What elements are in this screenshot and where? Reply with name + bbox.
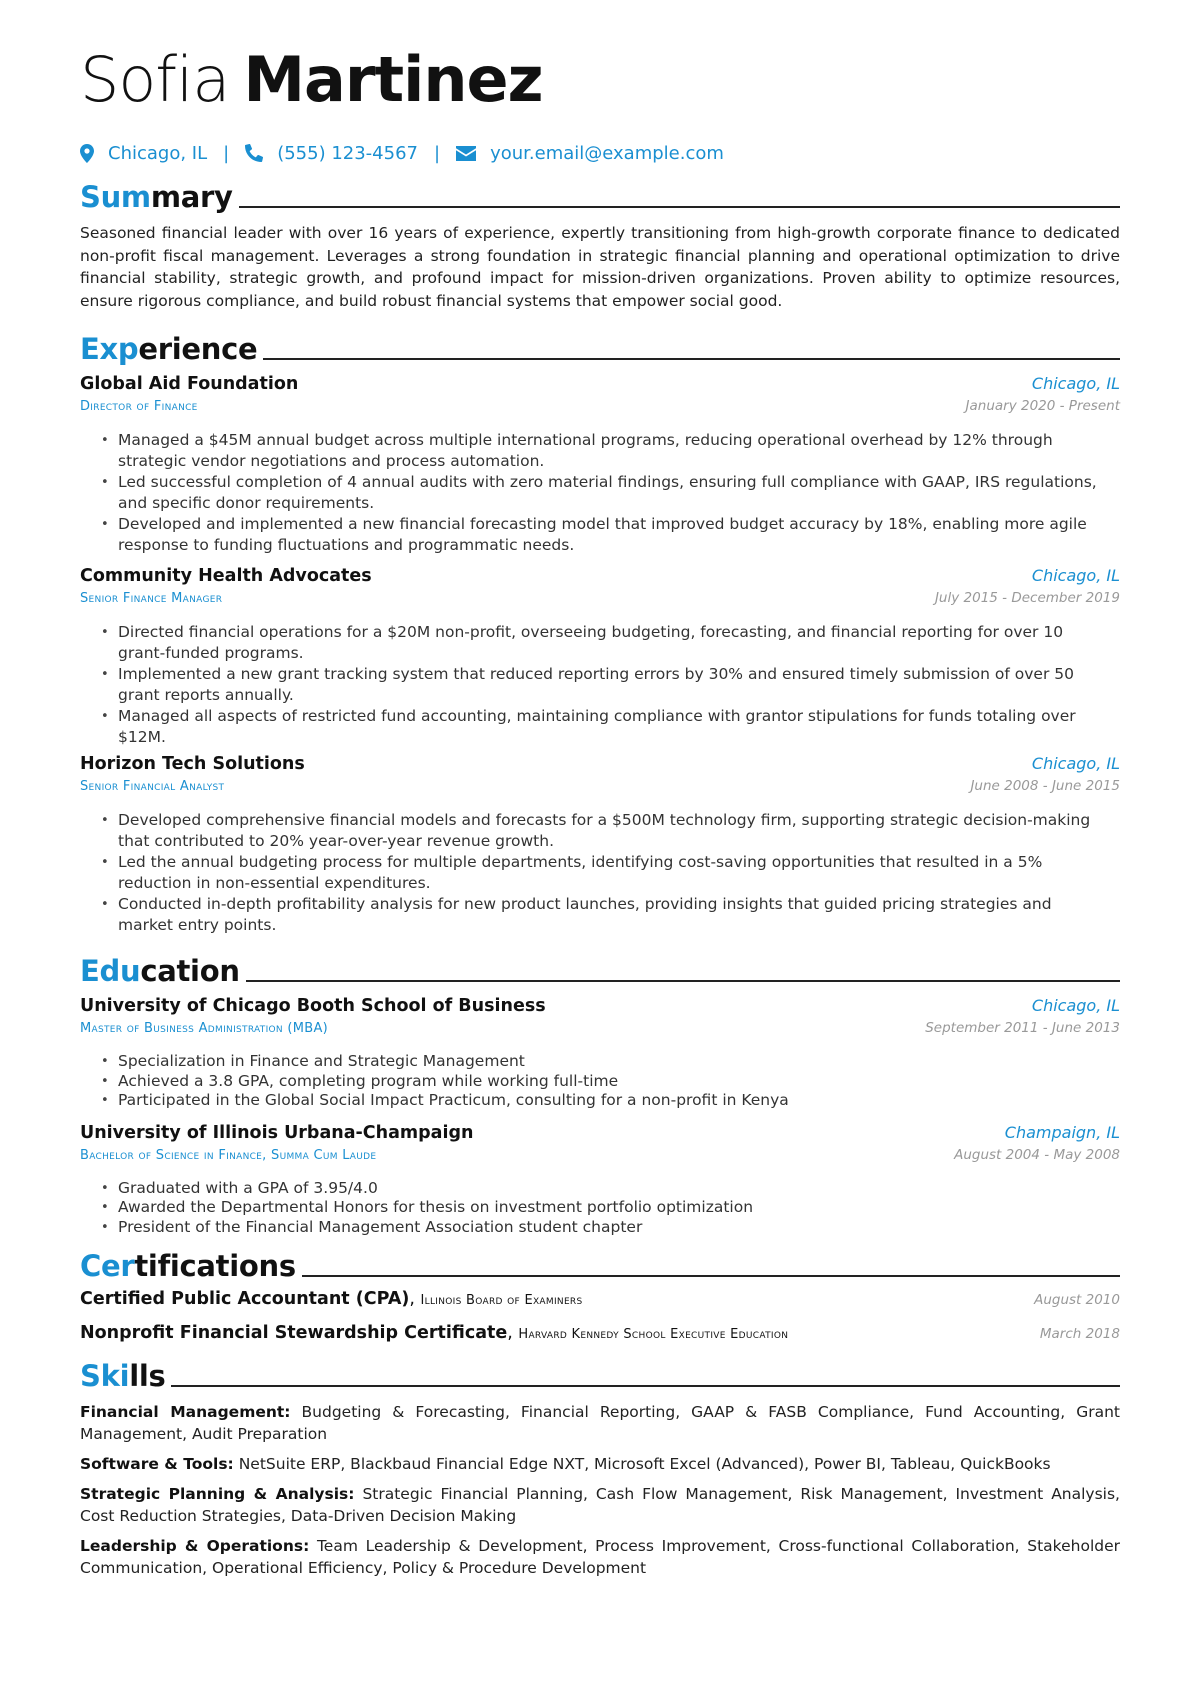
bullet-list [80,622,1120,748]
school-location: Chicago, IL [1031,996,1120,1015]
skill-group [80,1535,1120,1579]
bullet-item: • Graduated with a GPA of 3.95/4.0 [118,1179,1120,1199]
section-rule [263,358,1120,360]
section-title: Education [80,954,240,988]
bullet-item: • Led successful completion of 4 annual audits with zero material findings, ensuring full compliance with GAAP, IRS regulations, and specific donor requirements. [118,472,1120,514]
bullet-item: • Led the annual budgeting process for multiple departments, identifying cost-saving opportunities that resulted in a 5% reduction in non-essential expenditures. [118,852,1120,894]
certification-date: March 2018 [1039,1326,1120,1342]
section-title: Certifications [80,1249,296,1283]
contact-location [80,143,207,164]
email-link[interactable]: your.email@example.com [490,142,724,164]
bullet-list [80,810,1120,936]
envelope-icon [456,146,476,161]
bullet-item: • Awarded the Departmental Honors for thesis on investment portfolio optimization [118,1198,1120,1218]
section-rule [239,206,1120,208]
job-dates: July 2015 - December 2019 [934,590,1120,606]
map-pin-icon [80,144,94,163]
employer-name: Community Health Advocates [80,566,372,586]
job-title: Senior Finance Manager [80,591,223,606]
job-title: Director of Finance [80,399,198,414]
section-heading-certifications [80,1247,1120,1283]
school-name: University of Illinois Urbana-Champaign [80,1122,474,1143]
skill-list: NetSuite ERP, Blackbaud Financial Edge NXT, Microsoft Excel (Advanced), Power BI, Tableau, QuickBooks [238,1455,1051,1473]
skill-list: Team Leadership & Development, Process Improvement, Cross-functional Collaboration, Stakeholder Communication, Operational Efficiency, Policy & Procedure Development [80,1537,1121,1577]
skill-label: Leadership & Operations: [80,1537,310,1555]
job-location: Chicago, IL [1031,374,1120,393]
bullet-list [80,1179,1120,1238]
section-heading-summary [80,178,1120,214]
degree: Master of Business Administration (MBA) [80,1021,329,1036]
bullet-item: • Directed financial operations for a $20M non-profit, overseeing budgeting, forecasting, and financial reporting for over 10 grant-funded programs. [118,622,1120,664]
education-dates: September 2011 - June 2013 [925,1020,1120,1036]
bullet-item: • Managed a $45M annual budget across multiple international programs, reducing operational overhead by 12% through strategic vendor negotiations and process automation. [118,430,1120,472]
contact-phone[interactable] [245,143,418,164]
education-dates: August 2004 - May 2008 [954,1146,1120,1163]
skill-group [80,1453,1120,1475]
contact-separator: | [434,142,441,164]
education-entry [80,1123,1120,1238]
contact-email[interactable] [456,143,724,164]
section-rule [302,1275,1120,1277]
certification-name: Certified Public Accountant (CPA) [80,1289,410,1309]
bullet-item: • Specialization in Finance and Strategic Management [118,1052,1120,1072]
experience-entry [80,374,1120,556]
phone-icon [245,144,263,162]
candidate-name [80,40,1120,120]
skill-list: Budgeting & Forecasting, Financial Reporting, GAAP & FASB Compliance, Fund Accounting, Grant Management, Audit Preparation [80,1403,1120,1443]
certification-list [80,1289,1120,1357]
experience-entry [80,754,1120,936]
section-rule [171,1385,1120,1387]
location-text: Chicago, IL [108,142,208,164]
job-location: Chicago, IL [1031,754,1120,773]
employer-name: Global Aid Foundation [80,374,299,394]
section-heading-experience [80,330,1120,366]
certification-name: Nonprofit Financial Stewardship Certificate [80,1323,508,1343]
job-dates: June 2008 - June 2015 [970,778,1120,794]
bullet-item: • Managed all aspects of restricted fund accounting, maintaining compliance with grantor stipulations for funds totaling over $12M. [118,706,1120,748]
bullet-item: • Implemented a new grant tracking system that reduced reporting errors by 30% and ensured timely submission of over 50 grant reports annually. [118,664,1120,706]
job-dates: January 2020 - Present [965,398,1120,414]
skill-label: Financial Management: [80,1403,291,1421]
bullet-item: • Developed and implemented a new financial forecasting model that improved budget accuracy by 18%, enabling more agile response to funding fluctuations and programmatic needs. [118,514,1120,556]
first-name: Sofia [80,43,230,116]
section-title: Skills [80,1359,166,1393]
job-title: Senior Financial Analyst [80,779,225,794]
certification-item: Certified Public Accountant (CPA), Illinois Board of Examiners August 2010 [80,1289,1120,1309]
certification-issuer: Harvard Kennedy School Executive Education [518,1327,789,1342]
section-title: Experience [80,332,258,366]
certification-item: Nonprofit Financial Stewardship Certificate, Harvard Kennedy School Executive Education March 2018 [80,1323,1120,1343]
employer-name: Horizon Tech Solutions [80,754,305,774]
last-name: Martinez [243,43,543,116]
section-heading-education [80,952,1120,988]
education-entry [80,996,1120,1111]
skill-group [80,1401,1120,1445]
contact-bar [80,140,1120,166]
summary-text: Seasoned financial leader with over 16 years of experience, expertly transitioning from high-growth corporate finance to dedicated non-profit fiscal management. Leverages a strong foundation in strategic financial planning and operational optimization to drive financial stability, strategic growth, and profound impact for mission-driven organizations. Proven ability to optimize resources, ensure rigorous compliance, and build robust financial systems that empower social good. [80,224,1120,310]
certification-date: August 2010 [1034,1292,1120,1308]
section-rule [246,980,1120,982]
skill-list: Strategic Financial Planning, Cash Flow Management, Risk Management, Investment Analysis, Cost Reduction Strategies, Data-Driven Decision Making [80,1485,1120,1525]
job-location: Chicago, IL [1031,566,1120,585]
bullet-item: • Participated in the Global Social Impact Practicum, consulting for a non-profit in Kenya [118,1091,1120,1111]
skill-label: Strategic Planning & Analysis: [80,1485,355,1503]
resume-page [80,40,1120,1579]
skill-group [80,1483,1120,1527]
section-title: Summary [80,180,233,214]
bullet-item: • Achieved a 3.8 GPA, completing program while working full-time [118,1072,1120,1092]
bullet-list [80,430,1120,556]
degree: Bachelor of Science in Finance, Summa Cum Laude [80,1147,377,1163]
school-name: University of Chicago Booth School of Business [80,996,546,1016]
bullet-item: • Developed comprehensive financial models and forecasts for a $500M technology firm, supporting strategic decision-making that contributed to 20% year-over-year revenue growth. [118,810,1120,852]
bullet-item: • President of the Financial Management Association student chapter [118,1218,1120,1238]
bullet-item: • Conducted in-depth profitability analysis for new product launches, providing insights that guided pricing strategies and market entry points. [118,894,1120,936]
certification-issuer: Illinois Board of Examiners [420,1293,583,1308]
phone-text: (555) 123-4567 [277,142,418,164]
section-heading-skills [80,1357,1120,1393]
bullet-list [80,1052,1120,1111]
skill-label: Software & Tools: [80,1455,234,1473]
experience-entry [80,566,1120,748]
school-location: Champaign, IL [1004,1122,1120,1142]
contact-separator: | [223,142,230,164]
